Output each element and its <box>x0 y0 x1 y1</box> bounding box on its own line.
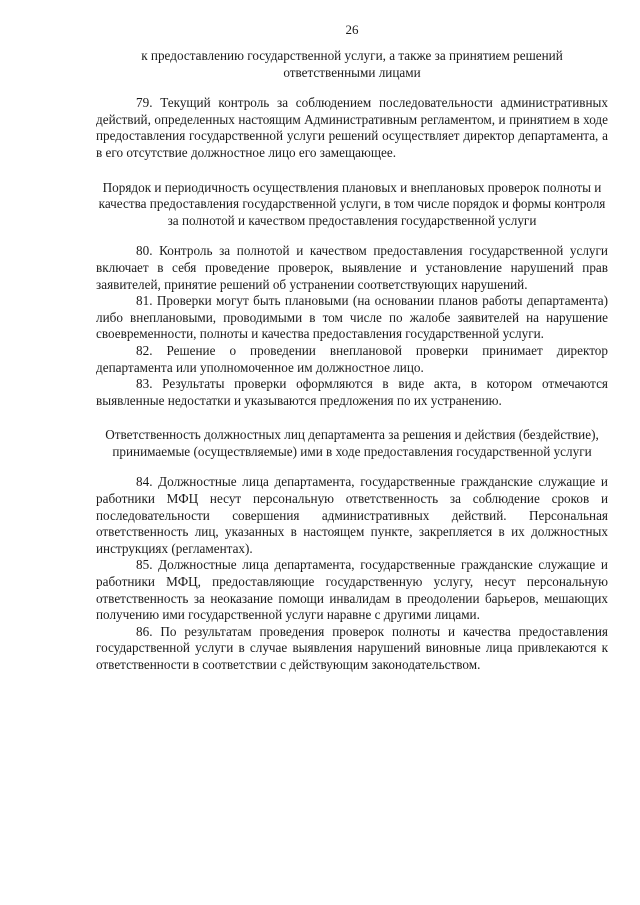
page-number: 26 <box>345 22 359 37</box>
document-page <box>96 22 608 674</box>
top-heading: к предоставлению государственной услуги, а также за принятием решений ответственными лицами <box>141 48 563 80</box>
paragraph-80: 80. Контроль за полнотой и качеством предоставления государственной услуги включает в себя проведение проверок, выявление и установление нарушений прав заявителей, принятие решений об устранении соответствующих нарушений. <box>96 243 608 292</box>
paragraph-82: 82. Решение о проведении внеплановой проверки принимает директор департамента или уполномоченное им должностное лицо. <box>96 342 608 375</box>
section-inspections <box>96 180 608 410</box>
section-heading-responsibility: Ответственность должностных лиц департамента за решения и действия (бездействие), принимаемые (осуществляемые) ими в ходе предоставления государственной услуги <box>105 427 599 459</box>
paragraph-83: 83. Результаты проверки оформляются в виде акта, в котором отмечаются выявленные недостатки и указываются предложения по их устранению. <box>96 376 608 408</box>
paragraph-86: 86. По результатам проведения проверок полноты и качества предоставления государственной услуги в случае выявления нарушений виновные лица привлекаются к ответственности в соответствии с действующим законодательством. <box>96 623 608 672</box>
section-responsibility <box>96 427 608 673</box>
paragraph-84: 84. Должностные лица департамента, государственные гражданские служащие и работники МФЦ несут персональную ответственность за соблюдение сроков и последовательности совершения административных действий. Персональная ответственность лиц, указанных в настоящем пункте, закрепляется в их должностных инструкциях (регламентах). <box>96 474 608 556</box>
paragraph-81: 81. Проверки могут быть плановыми (на основании планов работы департамента) либо внеплановыми, проводимыми в том числе по жалобе заявителей на нарушение своевременности, полноты и качества предоставления государственной услуги. <box>96 293 608 342</box>
section-heading-inspections: Порядок и периодичность осуществления плановых и внеплановых проверок полноты и качества предоставления государственной услуги, в том числе порядок и формы контроля за полнотой и качеством предоставления государственной услуги <box>98 179 606 228</box>
section-current-control <box>96 95 608 161</box>
paragraph-79: 79. Текущий контроль за соблюдением последовательности административных действий, определенных настоящим Административным регламентом, и принятием в ходе предоставления государственной услуги решений осуществляет директор департамента, а в его отсутствие должностное лицо его замещающее. <box>96 95 608 160</box>
paragraph-85: 85. Должностные лица департамента, государственные гражданские служащие и работники МФЦ, предоставляющие государственную услугу, несут персональную ответственность за неоказание помощи инвалидам в преодолении барьеров, мешающих получению ими государственной услуги наравне с другими лицами. <box>96 557 608 623</box>
